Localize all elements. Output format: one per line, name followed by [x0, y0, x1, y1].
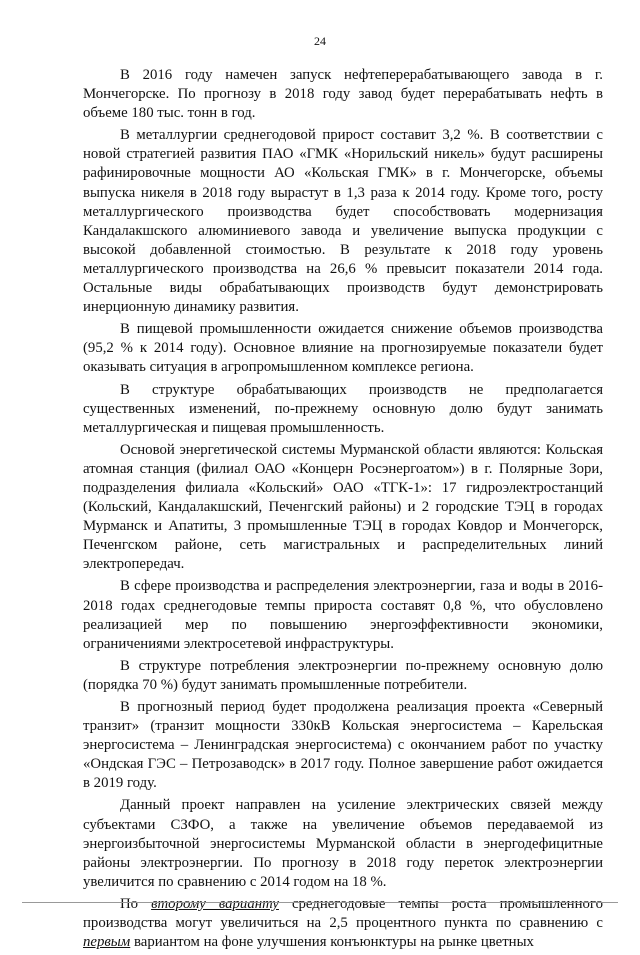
paragraph-food-industry: В пищевой промышленности ожидается снижение объемов производства (95,2 % к 2014 году). Основное влияние на прогнозируемые показатели будет оказывать ситуация в агропромышленном комплексе региона.	[83, 321, 603, 376]
emphasis-first-variant: первым	[83, 934, 131, 951]
bottom-divider	[22, 902, 618, 903]
paragraph-energy-system: Основой энергетической системы Мурманской области являются: Кольская атомная станция (филиал ОАО «Концерн Росэнергоатом») в г. Полярные Зори, подразделения филиала «Кольский» ОАО «ТГК-1»: 17 гидроэлектростанций (Кольский, Кандалакшский, Печенгский районы) и 2 городские ТЭЦ в городах Мурманск и Апатиты, 3 промышленные ТЭЦ в городах Ковдор и Мончегорск, Печенгском районе, сеть магистральных и распределительных линий электропередач.	[83, 441, 603, 573]
document-body	[83, 66, 603, 955]
paragraph-text-part: среднегодовые темпы роста промышленного производства могут увеличиться на 2,5 процентного пункта по сравнению с	[83, 895, 603, 932]
paragraph-second-variant	[83, 895, 603, 952]
paragraph-north-transit: В прогнозный период будет продолжена реализация проекта «Северный транзит» (транзит мощности 330кВ Кольская энергосистема – Карельская энергосистема – Ленинградская энергосистема) с окончанием работ по участку «Ондская ГЭС – Петрозаводск» в 2017 году. Полное завершение работ ожидается в 2019 году.	[83, 699, 603, 792]
page-number: 24	[314, 34, 326, 48]
paragraph-text-part: По	[120, 895, 152, 912]
emphasis-second-variant: второму варианту	[151, 895, 279, 912]
paragraph-metallurgy: В металлургии среднегодовой прирост составит 3,2 %. В соответствии с новой стратегией развития ПАО «ГМК «Норильский никель» будут расширены рафинировочные мощности АО «Кольская ГМК» в г. Мончегорске, объемы выпуска никеля в 2018 году вырастут в 1,3 раза к 2014 году. Кроме того, росту металлургического производства будет способствовать модернизация Кандалакшского алюминиевого завода и увеличение выпуска продукции с высокой добавленной стоимостью. В результате к 2018 году уровень металлургического производства на 26,6 % превысит показатели 2014 года. Остальные виды обрабатывающих производств будут демонстрировать инерционную динамику развития.	[83, 127, 603, 316]
paragraph-project-goal: Данный проект направлен на усиление электрических связей между субъектами СЗФО, а также на увеличение объемов передаваемой из энергоизбыточной энергосистемы Мурманской области в энергодефицитные районы электроэнергии. По прогнозу в 2018 году переток электроэнергии увеличится по сравнению с 2014 годом на 18 %.	[83, 797, 603, 890]
paragraph-consumption-structure: В структуре потребления электроэнергии по-прежнему основную долю (порядка 70 %) будут занимать промышленные потребители.	[83, 657, 603, 693]
paragraph-text-part: вариантом на фоне улучшения конъюнктуры на рынке цветных	[130, 934, 534, 951]
paragraph-refinery: В 2016 году намечен запуск нефтеперерабатывающего завода в г. Мончегорске. По прогнозу в 2018 году завод будет перерабатывать нефть в объеме 180 тыс. тонн в год.	[83, 67, 603, 122]
paragraph-electricity-growth: В сфере производства и распределения электроэнергии, газа и воды в 2016-2018 годах среднегодовые темпы прироста составят 0,8 %, что обусловлено реализацией мер по повышению энергоэффективности экономики, ограничениями электросетевой инфраструктуры.	[83, 578, 603, 652]
paragraph-manufacturing-structure: В структуре обрабатывающих производств не предполагается существенных изменений, по-прежнему основную долю будут занимать металлургическая и пищевая промышленность.	[83, 381, 603, 436]
